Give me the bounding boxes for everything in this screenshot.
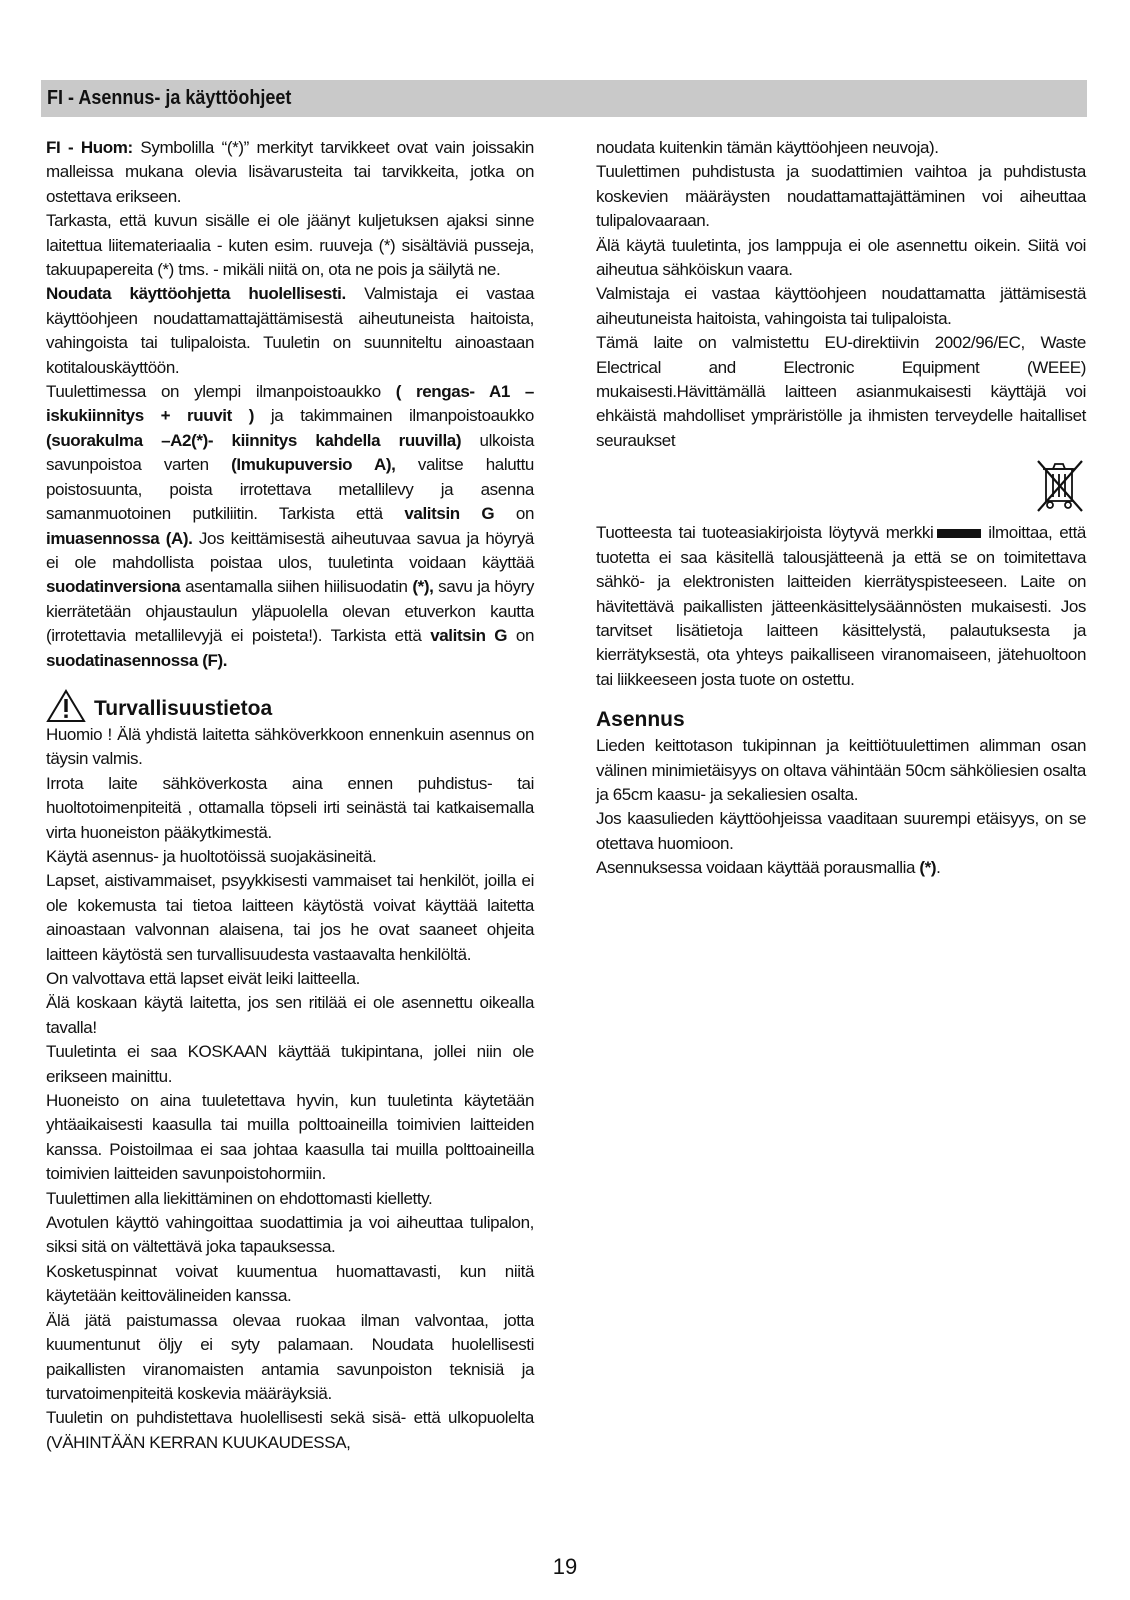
intro-text: Symbolilla “(*)” merkityt tarvikkeet ovat vain joissakin malleissa mukana olevia lisävarusteita tai tarvikkeita, jotka on ostettava erikseen. <box>46 138 534 206</box>
vent-text: asentamalla siihen hiilisuodatin <box>180 577 413 597</box>
safety-paragraph: Tuulettimen alla liekittäminen on ehdottomasti kielletty. <box>46 1188 433 1208</box>
vent-text: Tuulettimessa on ylempi ilmanpoistoaukko <box>46 382 396 402</box>
safety-paragraph: Avotulen käyttö vahingoittaa suodattimia ja voi aiheuttaa tulipalon, siksi sitä on vältettävä joka tapauksessa. <box>46 1213 534 1257</box>
vent-bold: (*), <box>412 577 434 597</box>
safety-paragraph: On valvottava että lapset eivät leiki laitteella. <box>46 969 360 988</box>
vent-bold: valitsin G <box>430 626 508 646</box>
right-column <box>596 136 1086 881</box>
section-header <box>41 80 1087 117</box>
install-paragraph: Jos kaasulieden käyttöohjeissa vaaditaan suurempi etäisyys, on se otettava huomioon. <box>596 809 1086 853</box>
weee-symbol <box>596 457 1086 517</box>
safety-heading <box>46 689 534 723</box>
safety-paragraph: Älä jätä paistumassa olevaa ruokaa ilman valvontaa, jotta kuumentunut öljy ei syty palamaan. Noudata huolellisesti paikallisten viranomaisten antamia savunpoiston teknisiä ja turvatoimenpiteitä koskevia määräyksiä. <box>46 1310 534 1403</box>
vent-text: ja takimmainen ilmanpoistoaukko <box>254 406 534 426</box>
vent-text: ulkoista savunpoistoa varten <box>46 430 534 475</box>
vent-bold: imuasennossa (A). <box>46 528 193 548</box>
right-paragraph: Tämä laite on valmistettu EU-direktiivin 2002/96/EC, Waste Electrical and Electronic Equipment (WEEE) mukaisesti.Hävittämällä laitteen asianmukaisesti käyttäjä voi ehkäistä mahdolliset ympräristölle ja ihmisten terveydelle haitalliset seuraukset <box>596 333 1086 450</box>
left-column <box>46 136 534 1455</box>
weee-text: Tuotteesta tai tuoteasiakirjoista löytyvä merkki <box>596 523 934 543</box>
install-text: . <box>936 858 941 878</box>
right-paragraph: noudata kuitenkin tämän käyttöohjeen neuvoja). <box>596 138 939 157</box>
vent-text: valitse haluttu poistosuunta, poista irrotettava metallilevy ja asenna samanmuotoinen putkiliitin. Tarkista että <box>46 455 534 524</box>
page-number: 19 <box>552 1554 578 1579</box>
vent-text: on <box>507 626 534 646</box>
install-paragraph: Lieden keittotason tukipinnan ja keittiötuulettimen alimman osan välinen minimietäisyys on oltava vähintään 50cm sähköliesien osalta ja 65cm kaasu- ja sekaliesien osalta. <box>596 736 1086 804</box>
vent-text: Jos keittämisestä aiheutuvaa savua ja höyryä ei ole mahdollista poistaa ulos, tuuletinta voidaan käyttää <box>46 528 534 572</box>
safety-paragraph: Älä koskaan käytä laitetta, jos sen ritilää ei ole asennettu oikealla tavalla! <box>46 993 534 1037</box>
weee-text: ilmoittaa, että tuotetta ei saa käsitellä talousjätteenä ja että se on toimitettava sähkö- ja elektronisten laitteiden kierrätyspisteeseen. Laite on hävitettävä paikallisten jätteenkäsittelysäännösten mukaisesti. Jos tarvitset lisätietoja laitteen käsittelystä, palautuksesta ja kierrätyksestä, ota yhteys paikalliseen viranomaiseen, jätehuoltoon tai liikkeeseen josta tuote on ostettu. <box>596 523 1086 689</box>
intro-bold: FI - Huom: <box>46 138 133 157</box>
header-title: FI - Asennus- ja käyttöohjeet <box>47 87 292 109</box>
vent-bold: suodatinasennossa (F). <box>46 650 228 670</box>
right-paragraph: Tuulettimen puhdistusta ja suodattimien vaihtoa ja puhdistusta koskevien määräysten noudattamattajättäminen voi aiheuttaa tulipalovaaraan. <box>596 162 1086 231</box>
vent-bold: (Imukupuversio A), <box>231 455 396 475</box>
right-paragraph: Valmistaja ei vastaa käyttöohjeen noudattamatta jättämisestä aiheutuneista haitoista, vahingoista tai tulipaloista. <box>596 284 1086 328</box>
follow-text: Valmistaja ei vastaa käyttöohjeen noudattamattajättämisestä aiheutuneista haitoista, vahingoista tai tulipaloista. Tuuletin on suunniteltu ainoastaan kotitalouskäyttöön. <box>46 284 535 377</box>
safety-paragraph: Huoneisto on aina tuuletettava hyvin, kun tuuletinta käytetään yhtäaikaisesti kaasulla tai muilla polttoaineilla toimivien laitteiden kanssa. Poistoilmaa ei saa johtaa kaasulla tai muilla polttoaineilla toimivien laitteiden savunpoistohormiin. <box>46 1091 534 1184</box>
vent-paragraph <box>46 380 534 673</box>
safety-paragraph: Huomio ! Älä yhdistä laitetta sähköverkkoon ennenkuin asennus on täysin valmis. <box>46 724 534 769</box>
black-bar-icon <box>937 529 981 538</box>
intro-paragraph <box>46 136 534 209</box>
safety-paragraph: Tuuletin on puhdistettava huolellisesti sekä sisä- että ulkopuolelta (VÄHINTÄÄN KERRAN KUUKAUDESSA, <box>46 1408 534 1452</box>
safety-paragraph: Kosketuspinnat voivat kuumentua huomattavasti, kun niitä käytetään keittovälineiden kanssa. <box>46 1261 534 1306</box>
vent-text: on <box>494 504 534 524</box>
follow-bold: Noudata käyttöohjetta huolellisesti. <box>46 284 346 304</box>
crossed-bin-icon <box>1034 457 1086 515</box>
install-paragraph <box>596 856 1086 880</box>
safety-paragraph: Lapset, aistivammaiset, psyykkisesti vammaiset tai henkilöt, joilla ei ole kokemusta tai tietoa laitteen käytöstä voivat käyttää laitetta ainoastaan valvonnan alaisena, tai jos he ovat saaneet ohjeita laitteen käytöstä sen turvallisuudesta vastaavalta henkilöltä. <box>46 871 534 964</box>
follow-paragraph <box>46 282 534 380</box>
install-text: Asennuksessa voidaan käyttää porausmallia <box>596 858 920 878</box>
weee-paragraph <box>596 521 1086 692</box>
warning-triangle-icon <box>46 689 86 723</box>
safety-paragraph: Käytä asennus- ja huoltotöissä suojakäsineitä. <box>46 846 377 866</box>
install-heading: Asennus <box>596 708 685 732</box>
vent-bold: suodatinversiona <box>46 577 181 597</box>
install-bold: (*) <box>919 858 937 878</box>
safety-title: Turvallisuustietoa <box>94 696 273 720</box>
safety-paragraph: Tuuletinta ei saa KOSKAAN käyttää tukipintana, jollei niin ole erikseen mainittu. <box>46 1042 534 1086</box>
vent-bold: ( rengas- A1 – iskukiinnitys + ruuvit ) <box>46 382 534 426</box>
check-paragraph: Tarkasta, että kuvun sisälle ei ole jäänyt kuljetuksen ajaksi sinne laitettua liitemateriaalia - kuten esim. ruuveja (*) sisältäviä pusseja, takuupapereita (*) tms. - mikäli niitä on, ota ne pois ja säilytä ne. <box>46 211 534 280</box>
vent-bold: valitsin G <box>404 504 495 524</box>
vent-bold: (suorakulma –A2(*)- kiinnitys kahdella ruuvilla) <box>46 430 462 450</box>
safety-paragraph: Irrota laite sähköverkosta aina ennen puhdistus- tai huoltotoimenpiteitä , ottamalla töpseli irti seinästä tai katkaisemalla virta huoneiston pääkytkimestä. <box>46 773 534 842</box>
right-paragraph: Älä käytä tuuletinta, jos lamppuja ei ole asennettu oikein. Siitä voi aiheutua sähköiskun vaara. <box>596 235 1086 280</box>
vent-text: savu ja höyry kierrätetään ohjaustaulun yläpuolella olevan etuverkon kautta (irrotettavia metallilevyjä ei poisteta!). Tarkista että <box>46 577 535 646</box>
